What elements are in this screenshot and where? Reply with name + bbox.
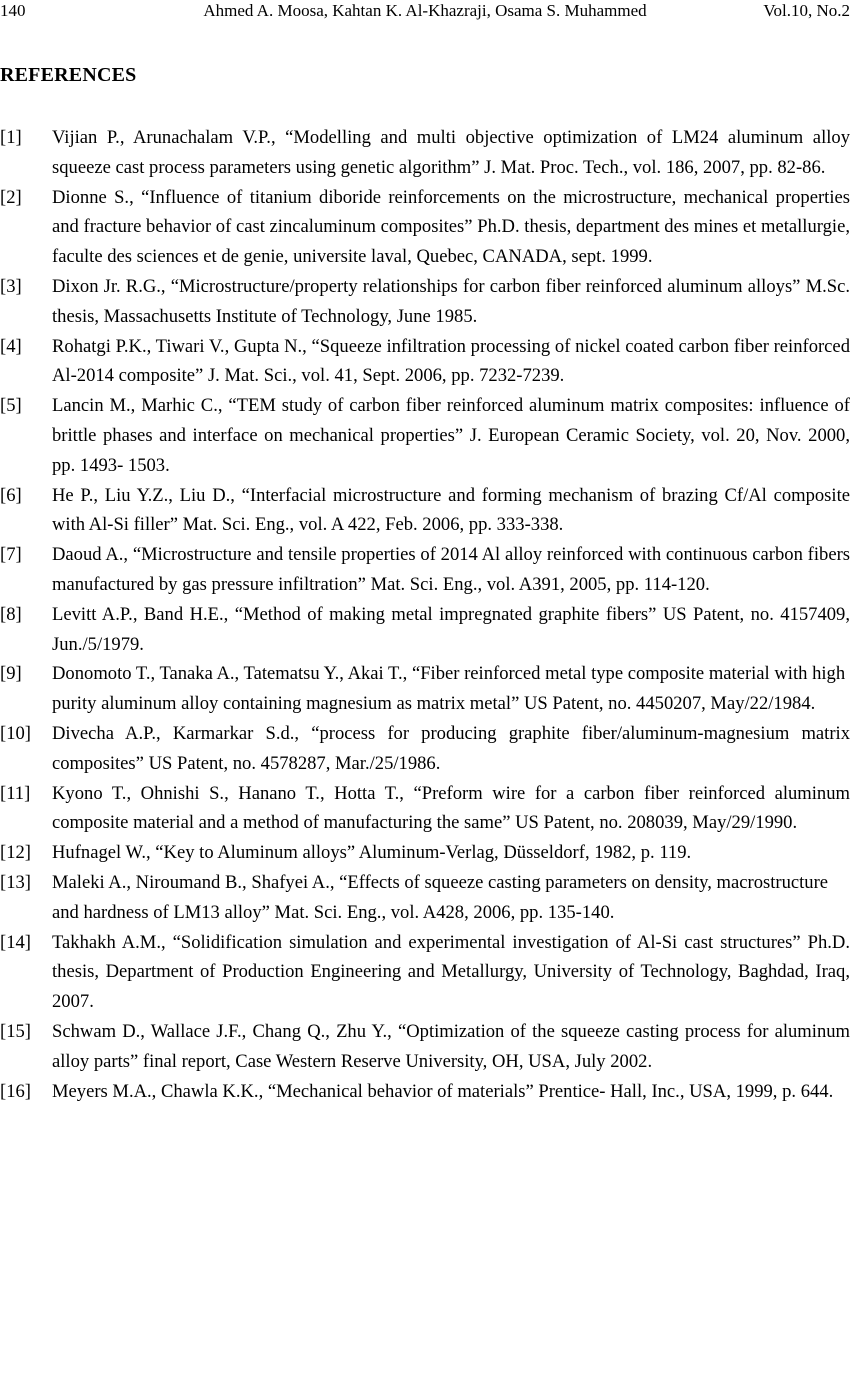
- reference-text: Kyono T., Ohnishi S., Hanano T., Hotta T., “Preform wire for a carbon fiber reinforced aluminum composite material and a method of manufacturing the same” US Patent, no. 208039, May/29/1990.: [52, 782, 850, 834]
- reference-item: [0, 123, 850, 183]
- reference-text: Rohatgi P.K., Tiwari V., Gupta N., “Squeeze infiltration processing of nickel coated carbon fiber reinforced Al-2014 composite” J. Mat. Sci., vol. 41, Sept. 2006, pp. 7232-7239.: [52, 335, 850, 387]
- header-authors: Ahmed A. Moosa, Kahtan K. Al-Khazraji, Osama S. Muhammed: [203, 1, 647, 20]
- reference-text: Vijian P., Arunachalam V.P., “Modelling and multi objective optimization of LM24 aluminum alloy squeeze cast process parameters using genetic algorithm” J. Mat. Proc. Tech., vol. 186, 2007, pp. 82-86.: [52, 127, 850, 178]
- reference-number: [10]: [0, 722, 31, 744]
- reference-number: [6]: [0, 484, 22, 506]
- reference-number: [11]: [0, 782, 31, 804]
- reference-text: Maleki A., Niroumand B., Shafyei A., “Effects of squeeze casting parameters on density, macrostructure and hardness of LM13 alloy” Mat. Sci. Eng., vol. A428, 2006, pp. 135-140.: [52, 871, 829, 923]
- reference-text: Hufnagel W., “Key to Aluminum alloys” Aluminum-Verlag, Düsseldorf, 1982, p. 119.: [52, 842, 692, 864]
- reference-text: Donomoto T., Tanaka A., Tatematsu Y., Akai T., “Fiber reinforced metal type composite material with high purity aluminum alloy containing magnesium as matrix metal” US Patent, no. 4450207, May/22/1984.: [52, 663, 846, 715]
- reference-number: [9]: [0, 663, 22, 685]
- reference-item: [0, 183, 850, 272]
- reference-text: Levitt A.P., Band H.E., “Method of making metal impregnated graphite fibers” US Patent, no. 4157409, Jun./5/1979.: [52, 603, 850, 655]
- reference-item: [0, 1077, 850, 1107]
- reference-item: [0, 659, 850, 719]
- reference-item: [0, 928, 850, 1017]
- running-header: [0, 0, 850, 24]
- reference-number: [3]: [0, 275, 22, 297]
- reference-number: [15]: [0, 1020, 31, 1042]
- reference-item: [0, 600, 850, 660]
- reference-text: Divecha A.P., Karmarkar S.d., “process for producing graphite fiber/aluminum-magnesium matrix composites” US Patent, no. 4578287, Mar./25/1986.: [52, 722, 850, 774]
- reference-number: [7]: [0, 544, 22, 566]
- reference-number: [12]: [0, 842, 31, 864]
- reference-number: [2]: [0, 186, 22, 208]
- page-number: 140: [0, 1, 26, 20]
- reference-item: [0, 332, 850, 392]
- reference-number: [5]: [0, 395, 22, 417]
- reference-list: [0, 123, 850, 1106]
- reference-number: [16]: [0, 1080, 31, 1102]
- reference-item: [0, 540, 850, 600]
- reference-text: Meyers M.A., Chawla K.K., “Mechanical behavior of materials” Prentice- Hall, Inc., USA, 1999, p. 644.: [52, 1080, 834, 1102]
- reference-number: [8]: [0, 603, 22, 625]
- reference-item: [0, 868, 850, 928]
- reference-item: [0, 719, 850, 779]
- volume-issue: Vol.10, No.2: [763, 1, 850, 20]
- reference-text: Takhakh A.M., “Solidification simulation and experimental investigation of Al-Si cast structures” Ph.D. thesis, Department of Production Engineering and Metallurgy, University of Technology, Baghdad, Iraq, 2007.: [52, 931, 850, 1013]
- reference-item: [0, 272, 850, 332]
- reference-item: [0, 1017, 850, 1077]
- reference-text: Dionne S., “Influence of titanium diboride reinforcements on the microstructure, mechanical properties and fracture behavior of cast zincaluminum composites” Ph.D. thesis, department des mines et metallurgie, faculte des sciences et de genie, universite laval, Quebec, CANADA, sept. 1999.: [52, 186, 850, 268]
- reference-item: [0, 779, 850, 839]
- reference-number: [13]: [0, 871, 31, 893]
- reference-item: [0, 481, 850, 541]
- reference-item: [0, 391, 850, 480]
- reference-number: [4]: [0, 335, 22, 357]
- reference-text: Schwam D., Wallace J.F., Chang Q., Zhu Y., “Optimization of the squeeze casting process for aluminum alloy parts” final report, Case Western Reserve University, OH, USA, July 2002.: [52, 1020, 850, 1072]
- section-title: REFERENCES: [0, 64, 137, 86]
- reference-text: Daoud A., “Microstructure and tensile properties of 2014 Al alloy reinforced with continuous carbon fibers manufactured by gas pressure infiltration” Mat. Sci. Eng., vol. A391, 2005, pp. 114-120.: [52, 544, 850, 595]
- reference-text: Lancin M., Marhic C., “TEM study of carbon fiber reinforced aluminum matrix composites: influence of brittle phases and interface on mechanical properties” J. European Ceramic Society, vol. 20, Nov. 2000, pp. 1493- 1503.: [52, 395, 850, 476]
- reference-text: Dixon Jr. R.G., “Microstructure/property relationships for carbon fiber reinforced aluminum alloys” M.Sc. thesis, Massachusetts Institute of Technology, June 1985.: [52, 275, 850, 327]
- reference-text: He P., Liu Y.Z., Liu D., “Interfacial microstructure and forming mechanism of brazing Cf/Al composite with Al-Si filler” Mat. Sci. Eng., vol. A 422, Feb. 2006, pp. 333-338.: [52, 484, 850, 536]
- reference-number: [1]: [0, 127, 22, 148]
- reference-item: [0, 838, 850, 868]
- reference-number: [14]: [0, 931, 31, 953]
